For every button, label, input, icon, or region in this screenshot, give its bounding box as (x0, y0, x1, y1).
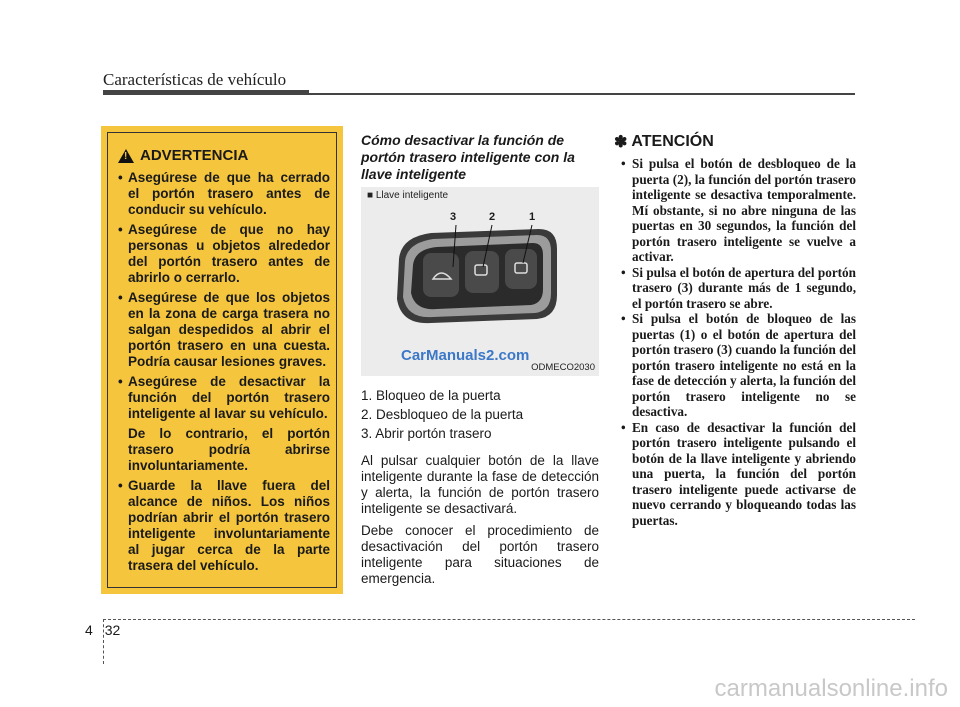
attention-item: • Si pulsa el botón de apertura del portón trasero (3) durante más de 1 segundo, el portón trasero se abre. (621, 264, 856, 311)
callout-1: 1 (529, 211, 536, 223)
warning-box (101, 126, 343, 594)
warning-list (116, 170, 330, 422)
warning-title (118, 147, 330, 164)
figure-code: ODMECO2030 (531, 362, 595, 373)
body-paragraph: Al pulsar cualquier botón de la llave inteligente durante la fase de detección y alerta, la función de portón trasero inteligente se desactivará. (361, 453, 599, 516)
warning-triangle-icon (118, 149, 134, 163)
body-paragraph: Debe conocer el procedimiento de desactivación del portón trasero inteligente para situaciones de emergencia. (361, 523, 599, 586)
warning-item: • Asegúrese de que ha cerrado el portón trasero antes de conducir su vehículo. (118, 170, 330, 217)
warning-list-last (116, 478, 330, 574)
warning-item: • Asegúrese de que los objetos en la zona de carga trasera no salgan despedidos al abrir el portón trasero en una cuesta. Podría causar lesiones graves. (118, 290, 330, 369)
warning-title-text: ADVERTENCIA (140, 147, 249, 164)
page-number (85, 622, 120, 638)
callout-2: 2 (489, 211, 496, 223)
attention-title (614, 132, 856, 152)
subsection-heading: Cómo desactivar la función de portón trasero inteligente con la llave inteligente (361, 132, 575, 182)
smart-key-figure (361, 187, 599, 376)
warning-item: • Guarde la llave fuera del alcance de niños. Los niños podrían abrir el portón trasero inteligente involuntariamente al jugar cerca de la parte trasera del vehículo. (118, 478, 330, 573)
attention-column (614, 132, 856, 528)
chapter-number: 4 (85, 622, 93, 638)
figure-label: ■ Llave inteligente (367, 190, 449, 201)
warning-sub-note: De lo contrario, el portón trasero podría abrirse involuntariamente. (128, 426, 330, 473)
header-rule (103, 93, 855, 95)
attention-item: • En caso de desactivar la función del portón trasero inteligente pulsando el botón de la llave inteligente y abriendo una puerta, la función del portón trasero inteligente puede activarse de nuevo cerrando y bloqueando todas las puertas. (621, 419, 856, 528)
attention-list (614, 156, 856, 528)
warning-item: • Asegúrese de desactivar la función del portón trasero inteligente al lavar su vehículo. (118, 374, 330, 421)
legend-item: 1. Bloqueo de la puerta (361, 388, 501, 403)
section-title: Características de vehículo (103, 70, 287, 89)
page-number-value: 32 (104, 622, 121, 638)
lock-button-shape (505, 249, 537, 289)
attention-item: • Si pulsa el botón de desbloqueo de la puerta (2), la función del portón trasero inteligente se desactiva temporalmente. Mí obstante, si no abre ninguna de las puertas en 30 segundos, la función del portón trasero inteligente se vuelve a activar. (621, 156, 856, 264)
footer-rule (103, 619, 915, 620)
warning-box-inner (107, 132, 337, 588)
middle-column (361, 132, 599, 587)
site-watermark: carmanualsonline.info (714, 675, 948, 702)
legend-item: 3. Abrir portón trasero (361, 426, 492, 441)
figure-watermark: CarManuals2.com (401, 347, 530, 364)
legend-item: 2. Desbloqueo de la puerta (361, 407, 524, 422)
attention-title-text: ATENCIÓN (631, 133, 714, 150)
button-legend-list (361, 386, 599, 443)
attention-item: • Si pulsa el botón de bloqueo de las puertas (1) o el botón de apertura del portón trasero (3) cuando la función del portón trasero inteligente no está en la fase de detección y alerta, la función del portón trasero inteligente no se desactiva. (621, 311, 856, 419)
callout-3: 3 (450, 211, 457, 223)
unlock-button-shape (465, 251, 499, 293)
warning-item: • Asegúrese de que no hay personas u objetos alrededor del portón trasero antes de abrirlo o cerrarlo. (118, 222, 330, 285)
asterisk-icon: ✽ (614, 134, 628, 151)
